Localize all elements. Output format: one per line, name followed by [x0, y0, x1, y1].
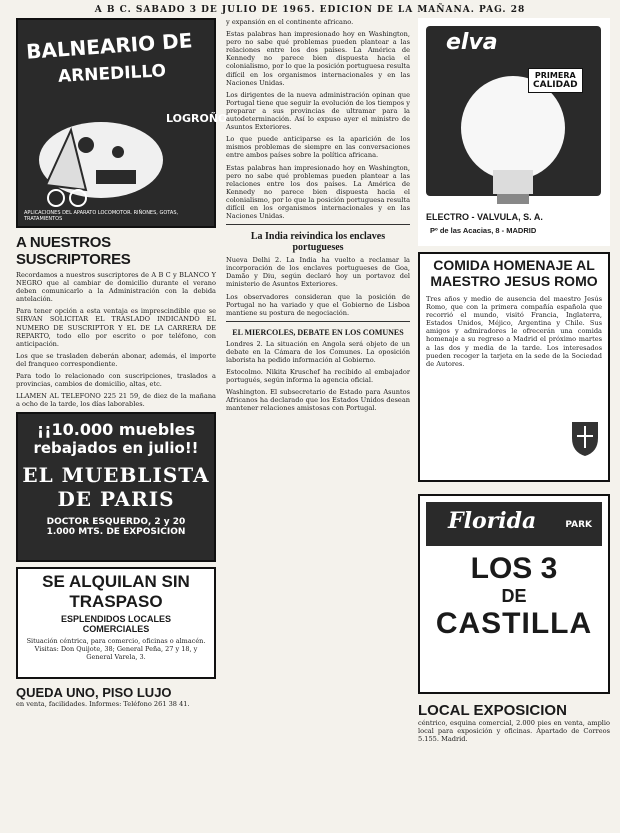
suscriptores-para-1: Recordamos a nuestros suscriptores de A B C y BLANCO Y NEGRO que al cambiar de domicilio durante el verano deben comunicarlo a la Administración con la debida antelación.: [16, 271, 216, 304]
balneario-title: BALNEARIO DE: [25, 28, 194, 64]
alquilan-line1: SE ALQUILAN SIN: [42, 572, 190, 592]
muebles-line3: EL MUEBLISTA: [22, 463, 210, 488]
suscriptores-para-4: Para todo lo relacionado con suscripciones, traslados a provincias, cambios de domicilio, altas, etc.: [16, 372, 216, 389]
castilla-line1: LOS 3: [470, 552, 558, 585]
suscriptores-para-2: Para tener opción a esta ventaja es imprescindible que se SIRVAN SOLICITAR EL TRASLADO INDICANDO EL NUMERO DE SUSCRIPTOR Y EL DE LA CARRERA DE REPARTO, todo ello por escrito o por teléfono, con anticipación.: [16, 307, 216, 348]
article-para-3: Lo que puede anticiparse es la aparición de los mismos problemas de siempre en las conversaciones entre ambos países sobre la política africana.: [226, 135, 410, 160]
comunes-para-3: Washington. El subsecretario de Estado para Asuntos Africanos ha declarado que los Estados Unidos desean mantener relaciones amistosas con Portugal.: [226, 388, 410, 413]
muebles-line2: rebajados en julio!!: [33, 439, 199, 458]
elva-ad: [418, 18, 610, 246]
india-para-2: Los observadores consideran que la posición de Portugal no ha variado y que el Gobierno de Lisboa mantiene su postura de negociación.: [226, 292, 410, 317]
castilla-brand-sub: PARK: [565, 520, 592, 530]
article-filler-1: Estas palabras han impresionado hoy en Washington, pero no sabe qué problemas pueden plantear a las relaciones entre los dos países. La América de Kennedy no parece bien dispuesta hacia el colonialismo, por lo que la posición portuguesa resulta difícil en los organismos internacionales y en las Naciones Unidas.: [226, 163, 410, 221]
alquilan-details: Situación céntrica, para comercio, oficinas o almacén. Visitas: Don Quijote, 38; General Peña, 27 y 18, y General Varela, 3.: [26, 637, 206, 662]
homenaje-ad: [418, 252, 610, 482]
balneario-illustration: [26, 100, 176, 210]
balneario-ad: [16, 18, 228, 228]
castilla-ad: [418, 494, 610, 694]
elva-label-2: CALIDAD: [533, 80, 578, 90]
balneario-name: ARNEDILLO: [57, 61, 167, 87]
alquilan-line4: COMERCIALES: [82, 624, 150, 635]
elva-company: ELECTRO - VALVULA, S. A.: [426, 212, 543, 222]
middle-column: [226, 18, 410, 828]
muebles-line6: 1.000 MTS. DE EXPOSICION: [46, 527, 186, 538]
comunes-title: EL MIERCOLES, DEBATE EN LOS COMUNES: [232, 327, 404, 337]
homenaje-title-2: MAESTRO JESUS ROMO: [430, 273, 598, 289]
left-column: [16, 18, 228, 828]
muebles-line4: DE PARIS: [57, 487, 175, 512]
balneario-caption: APLICACIONES DEL APARATO LOCOMOTOR. RIÑONES, GOTAS, TRATAMIENTOS: [24, 210, 179, 222]
divider: [226, 321, 410, 322]
queda-text: en venta, facilidades. Informes: Teléfono 261 38 41.: [16, 700, 190, 709]
suscriptores-para-5: LLAMEN AL TELEFONO 225 21 59, de diez de la mañana a ocho de la tarde, los días laborables.: [16, 392, 216, 409]
local-title: LOCAL EXPOSICION: [418, 702, 567, 719]
india-para-1: Nueva Delhi 2. La India ha vuelto a reclamar la incorporación de los enclaves portugueses de Goa, Damão y Diu, según declaró hoy un portavoz del ministerio de Asuntos Exteriores.: [226, 256, 410, 289]
local-text: céntrico, esquina comercial, 2.000 pies en venta, amplio local para exposición y oficinas. Apartado de Correos 5.155. Madrid.: [418, 719, 610, 744]
comunes-para-2: Estocolmo. Nikita Kruschef ha recibido al embajador portugués, según informa la agencia oficial.: [226, 368, 410, 385]
india-title: La India reivindica los enclaves portugueses: [250, 231, 386, 254]
alquilan-line2: TRASPASO: [69, 592, 163, 612]
page-header: A B C. SABADO 3 DE JULIO DE 1965. EDICION DE LA MAÑANA. PAG. 28: [94, 5, 526, 15]
homenaje-text: Tres años y medio de ausencia del maestro Jesús Romo, que con la primera compañía española que recorrió el mundo, visitó Francia, Inglaterra, Estados Unidos, Méjico, Argentina y Chile. Sus amigos y admiradores le ofrecerán una comida homenaje a su regreso a Madrid el próximo martes a las dos y media de la tarde. Los interesados pueden recoger la tarjeta en la sede de la Sociedad de Autores.: [426, 295, 602, 368]
queda-title: QUEDA UNO, PISO LUJO: [16, 685, 172, 701]
divider: [226, 224, 410, 225]
article-para-2: Los dirigentes de la nueva administración opinan que Portugal tiene que seguir la evolución de los tiempos y preparar a sus provincias de ultramar para la autodeterminación. Así lo expuso ayer el ministro de Asuntos Exteriores.: [226, 90, 410, 132]
muebles-ad: [16, 412, 216, 562]
elva-label: [528, 68, 583, 93]
article-para-1: Estas palabras han impresionado hoy en Washington, pero no sabe qué problemas pueden plantear a las relaciones entre los dos países. La América de Kennedy no parece bien dispuesta hacia el colonialismo, por lo que la posición portuguesa resulta difícil en los organismos internacionales y en las Naciones Unidas.: [226, 30, 410, 87]
coat-of-arms-icon: [568, 418, 602, 458]
muebles-line5: DOCTOR ESQUERDO, 2 y 20: [46, 517, 186, 528]
castilla-line3: CASTILLA: [435, 607, 593, 640]
elva-label-1: PRIMERA: [534, 71, 576, 80]
castilla-line2: DE: [501, 586, 527, 606]
suscriptores-title: A NUESTROS SUSCRIPTORES: [16, 234, 131, 268]
alquilan-ad: [16, 567, 216, 679]
suscriptores-para-3: Los que se trasladen deberán abonar, además, el importe del franqueo correspondiente.: [16, 351, 216, 368]
elva-brand: elva: [446, 30, 498, 55]
article-intro: y expansión en el continente africano.: [226, 18, 354, 26]
homenaje-title-1: COMIDA HOMENAJE AL: [433, 257, 595, 273]
balneario-city: LOGROÑO: [166, 112, 228, 125]
muebles-line1: ¡¡10.000 muebles: [36, 420, 196, 440]
elva-address: Pº de las Acacias, 8 - MADRID: [430, 226, 537, 235]
comunes-para-1: Londres 2. La situación en Angola será objeto de un debate en la Cámara de los Comunes. La oposición laborista ha pedido información al Gobierno.: [226, 339, 410, 364]
alquilan-line3: ESPLENDIDOS LOCALES: [60, 614, 171, 625]
castilla-brand-bar: [426, 502, 602, 546]
right-column: [418, 18, 610, 828]
castilla-brand: Florida: [448, 508, 537, 534]
